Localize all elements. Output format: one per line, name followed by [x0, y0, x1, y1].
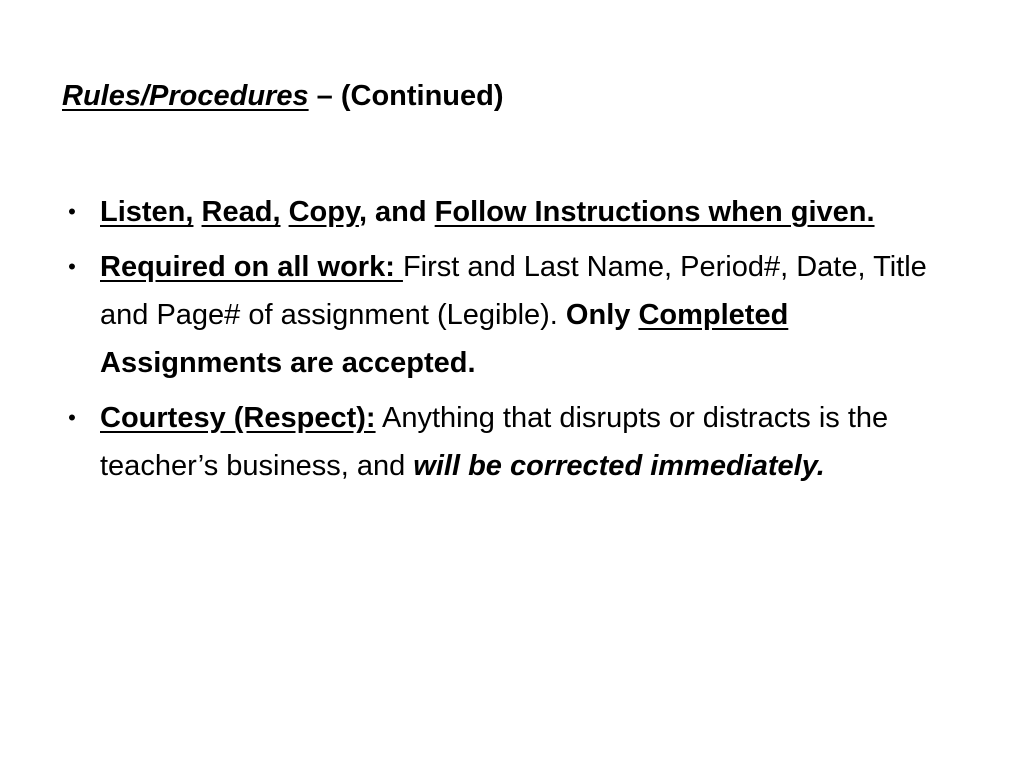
bullet-dot-icon: • [68, 254, 76, 279]
bullet-dot-icon: • [68, 405, 76, 430]
bullet-item-instructions [62, 188, 962, 236]
read-text: Read, [201, 196, 281, 228]
bullet-item-courtesy [62, 394, 962, 490]
bullet-item-required-work [62, 243, 962, 387]
space-text [193, 196, 201, 228]
required-label: Required on all work: [100, 251, 403, 283]
bullet-dot-icon: • [68, 199, 76, 224]
corrected-text: will be corrected immediately. [413, 450, 825, 482]
space-text [281, 196, 289, 228]
required-details: First and Last Name, Period#, Date, Title and Page# of assignment (Legible). [100, 251, 927, 331]
accepted-text: Assignments are accepted. [100, 347, 476, 379]
title-main: Rules/Procedures [62, 80, 309, 112]
slide-title [62, 76, 504, 116]
title-suffix: – (Continued) [308, 80, 504, 112]
follow-instructions-text: Follow Instructions when given. [434, 196, 875, 228]
completed-text: Completed [638, 299, 789, 331]
listen-text: Listen, [100, 196, 194, 228]
and-text: , and [358, 196, 435, 228]
courtesy-label: Courtesy (Respect): [100, 402, 376, 434]
courtesy-details: Anything that disrupts or distracts is the teacher’s business, and [100, 402, 889, 482]
copy-text: Copy [288, 196, 359, 228]
only-text: Only [565, 299, 631, 331]
bullet-list [62, 188, 962, 497]
